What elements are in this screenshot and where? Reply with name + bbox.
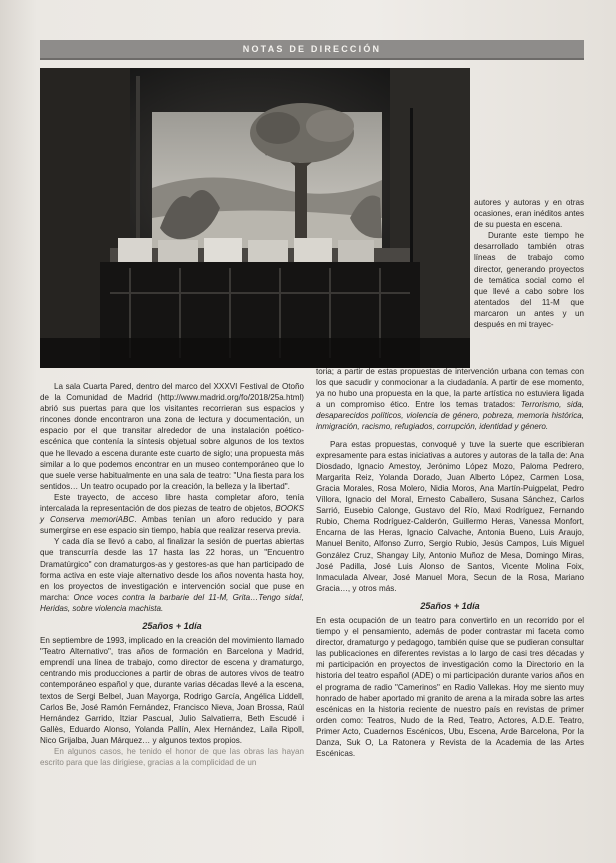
left-paragraph-4: En septiembre de 1993, implicado en la creación del movimiento llamado "Teatro Alternativo", tras años de formación en Barcelona y Madrid, emprendí una línea de trabajo, como director de escena y dramaturgo, centrando mis producciones a partir de obras de autores vivos de teatro contemporáneo español y que, durante varias décadas llevé a la escena, textos de Sergi Belbel, Juan Mayorga, Rodrigo García, Angélica Liddell, Carlos Be, José Ramón Fernández, Francisco Nieva, Joan Brossa, Raúl Hernández Garrido, Itziar Pascual, Julio Salvatierra, Beth Escudé i Gallès, Eduardo Alonso, Yolanda Pallín, Alex Hernández, Laila Ripoll, Nico Grijalba, Juan Márquez… y algunos textos propios. (40, 636, 304, 745)
subheading-right: 25años + 1día (420, 600, 480, 611)
right-paragraph-2: Para estas propuestas, convoqué y tuve la suerte que escribieran expresamente para estas iniciativas a autores y autoras de la talla de: Ana Diosdado, Ignacio Amestoy, Jerónimo López Mozo, Paloma Pedrero, Margarita Reiz, Yolanda Dorado, Juan Alberto López, Carmen Losa, Gracia Morales, Rosa Molero, Nidia Moros, Ana Martín-Puigpelat, Pedro Víllora, Ignacio del Moral, Ernesto Caballero, Susana Sánchez, Carlos Sarrió, Eusebio Calonge, Gustavo del Río, Maxi Rodríguez, Fernando Rubio, Chema Rodríguez-Calderón, Guillermo Heras, Vanessa Monfort, Encarna de las Heras, Ignacio Calvache, Antonia Bueno, Luis Araujo, Manuel Benito, Alfonso Zurro, Sergio Rubio, Jesús Campos, Luis Miguel González Cruz, Shangay Lily, Antonio Muñoz de Mesa, Domingo Miras, José Padilla, José Luis Alonso de Santos, Vicente Molina Foix, Inmaculada Alvear, José Manuel Mora, Secun de la Rosa, Mariano Gracia…, y otros más. (316, 439, 584, 593)
left-paragraph-2-end: . Ambas tenían un aforo reducido y para sumergirse en ese espacio sin tiempo, había que realizar reserva previa. (40, 515, 304, 536)
left-text-column (40, 381, 304, 768)
left-paragraph-5: En algunos casos, he tenido el honor de que las obras las hayan escrito para que las dirigiese, gracias a la complicidad de un (40, 747, 304, 768)
right-paragraph-1 (316, 366, 584, 433)
narrow-paragraph-2: Durante este tiempo he desarrollado también otras líneas de trabajo como director, generando proyectos de temática social como el que llevé a cabo sobre los atentados del 11-M que marcaron un antes y un después en mi trayec- (474, 231, 584, 330)
right-paragraph-1-text: toria; a partir de estas propuestas de intervención urbana con temas con los que sacudir y conmocionar a la ciudadanía. A partir de ese momento, ya no hubo una propuesta en la que, la parte artística no estuviera ligada a un compromiso ético. Entre los temas tratados: (316, 367, 584, 410)
stage-photo (40, 68, 470, 368)
left-paragraph-2-text: Este trayecto, de acceso libre hasta completar aforo, tenía intercalada la representación de dos piezas de teatro de objetos, (40, 492, 304, 514)
left-paragraph-1: La sala Cuarta Pared, dentro del marco del XXXVI Festival de Otoño de la Comunidad de Madrid (http://www.madrid.org/fo/2018/25a.html) abrió sus puertas para que los visitantes recorrieran sus espacios y rincones donde encontraron una zona de lectura y documentación, un espacio por el que transitar alrededor de una instalación poético-escénica que contenía la síntesis objetual sobre algunos de los textos que he llevado a escena durante este cuarto de siglo; una propuesta más similar a lo que podemos encontrar en un museo contemporáneo que lo que suele verse habitualmente en una sala de teatro: "Una fiesta para los sentidos… Un teatro ocupado por la creación, la belleza y la libertad". (40, 382, 304, 491)
theatre-installation-image (40, 68, 470, 368)
left-paragraph-2 (40, 492, 304, 536)
left-paragraph-3 (40, 536, 304, 614)
right-paragraph-3: En esta ocupación de un teatro para convertirlo en un recorrido por el tiempo y el pensamiento, además de poder contrastar mi faceta como director, dramaturgo y pedagogo, también quise que se pudieran consultar las publicaciones en diferentes revistas a lo largo de casi tres décadas y mi participación en proyectos de investigación como la Directorio en la historia del teatro español (ADE) o mi participación durante varios años en el programa de radio "Camerinos" en Radio Vallekas. Hoy me siento muy honrado de haber aportado mi granito de arena a la mirada sobre las artes escénicas en la historia reciente de nuestro país en revistas de primer orden como: Teatros, Nudo de la Red, Teatro, Actores, A.D.E. Teatro, Primer Acto, Cuadernos Escénicos, Ubu, Escena, Arde Barcelona, Por la Danza, Suk O, La Ratonera y Revista de la Academia de las Artes Escénicas. (316, 615, 584, 759)
section-title: NOTAS DE DIRECCIÓN (242, 44, 382, 54)
narrow-paragraph-1: autores y autoras y en otras ocasiones, eran inéditos antes de su puesta en escena. (474, 198, 584, 230)
narrow-text-column (474, 197, 584, 330)
section-header (40, 40, 584, 60)
show-titles: BOOKS y Conserva memoriABC (40, 504, 304, 525)
subheading-left: 25años + 1día (142, 620, 202, 631)
project-titles: Once voces contra la barbarie del 11-M, Grita…Tengo sida!, Heridas, sobre violencia machista. (40, 592, 304, 613)
themes-list: Terrorismo, sida, desaparecidos políticos, violencia de género, pobreza, memoria histórica, inmigración, racismo, refugiados, corrupción, identidad y género. (316, 400, 584, 432)
right-text-column (316, 366, 584, 759)
left-paragraph-3-text: Y cada día se llevó a cabo, al finalizar la sesión de puertas abiertas que transcurría desde las 17 hasta las 22 horas, un "Encuentro Dramatúrgico" con dramaturgos-as y gestores-as que han participado de forma activa en este viaje alternativo desde los años noventa hasta hoy, en los proyectos de investigación e intervención social que puse en marcha: (40, 537, 304, 602)
